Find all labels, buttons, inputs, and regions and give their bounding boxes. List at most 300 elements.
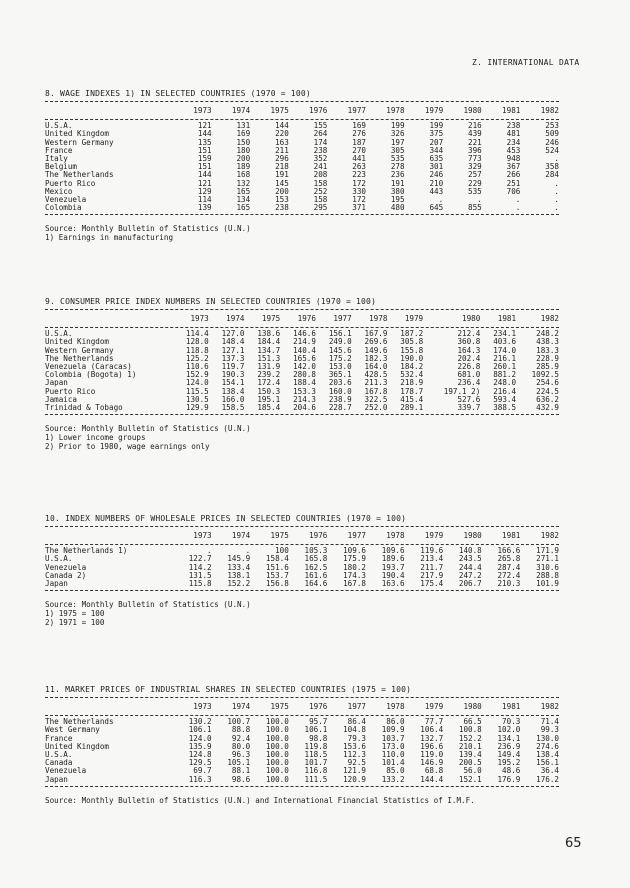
year-header: 1981 (502, 701, 521, 711)
value-cell: 189 (236, 162, 251, 172)
value-cell: 134 (236, 195, 251, 205)
value-cell: 305.8 (400, 337, 424, 347)
value-cell: 167.9 (364, 329, 388, 339)
page-header: Z. INTERNATIONAL DATA (472, 58, 580, 67)
value-cell: 193.7 (381, 562, 405, 572)
value-cell: 164.0 (364, 362, 388, 372)
value-cell: 145 (275, 178, 289, 188)
value-cell: 77.7 (424, 717, 444, 727)
value-cell: 174 (313, 137, 328, 147)
year-header: 1975 (270, 530, 289, 540)
year-header: 1979 (424, 530, 444, 540)
value-cell: 244.4 (458, 562, 482, 572)
value-cell: 371 (352, 203, 366, 213)
value-cell: 115.5 (185, 386, 209, 396)
value-cell: 106.1 (188, 725, 212, 735)
value-cell: 190.0 (400, 353, 424, 363)
value-cell: 681.0 (457, 370, 481, 380)
value-cell: 88.1 (231, 766, 251, 776)
value-cell: 144.4 (420, 774, 444, 784)
value-cell: 246 (429, 170, 444, 180)
value-cell: 175.4 (420, 579, 444, 589)
value-cell: 85.0 (386, 766, 405, 776)
value-cell: 114.2 (188, 562, 212, 572)
value-cell: 236 (390, 170, 405, 180)
value-cell: 527.6 (457, 394, 481, 404)
value-cell: 144 (197, 129, 212, 139)
value-cell: 68.8 (424, 766, 444, 776)
value-cell: 289.1 (400, 403, 424, 413)
value-cell: 453 (506, 145, 521, 155)
value-cell: 428.5 (364, 370, 388, 380)
value-cell: 380 (390, 186, 405, 196)
value-cell: 276 (352, 129, 366, 139)
value-cell: 212.4 (457, 329, 481, 339)
value-cell: 184.2 (400, 362, 424, 372)
value-cell: 129 (197, 186, 212, 196)
value-cell: 165 (236, 203, 251, 213)
value-cell: 106.4 (420, 725, 444, 735)
year-header: 1973 (193, 530, 212, 540)
value-cell: 114.4 (185, 329, 209, 339)
value-cell: 140.4 (293, 345, 316, 355)
divider (45, 327, 559, 328)
year-header: 1976 (297, 313, 316, 323)
value-cell: 509 (545, 129, 559, 139)
value-cell: 365.1 (328, 370, 352, 380)
divider (45, 590, 559, 591)
year-header: 1981 (502, 105, 521, 115)
value-cell: 165 (236, 186, 251, 196)
country-cell: The Netherlands (45, 170, 114, 180)
value-cell: 165.8 (304, 554, 328, 564)
value-cell: 168 (236, 170, 251, 180)
value-cell: 287.4 (497, 562, 521, 572)
source-note: Source: Monthly Bulletin of Statistics (U.N.) (45, 224, 251, 234)
value-cell: 266 (506, 170, 521, 180)
value-cell: 211.7 (420, 562, 444, 572)
value-cell: 202.4 (457, 353, 481, 363)
table-row (45, 404, 559, 412)
value-cell: 176.2 (536, 774, 559, 784)
value-cell: 210.1 (458, 741, 482, 751)
header-row (45, 700, 559, 713)
value-cell: 163.6 (381, 579, 405, 589)
value-cell: 948 (506, 154, 521, 164)
value-cell: 151.3 (257, 353, 281, 363)
year-header: 1978 (386, 105, 405, 115)
value-cell: 195.1 (257, 394, 281, 404)
value-cell: 109.9 (381, 725, 405, 735)
value-cell: . (245, 546, 251, 556)
value-cell: 176.9 (497, 774, 521, 784)
country-cell: Puerto Rico (45, 178, 96, 188)
value-cell: 169 (352, 121, 366, 131)
value-cell: 285.9 (536, 362, 559, 372)
value-cell: 109.6 (343, 546, 366, 556)
value-cell: 265.8 (497, 554, 521, 564)
value-cell: 295 (313, 203, 328, 213)
value-cell: 79.3 (347, 733, 366, 743)
year-header: 1978 (369, 313, 388, 323)
table-notes (45, 796, 559, 805)
value-cell: 110.6 (185, 362, 209, 372)
value-cell: 190.3 (221, 370, 245, 380)
value-cell: 221 (468, 137, 482, 147)
value-cell: 100.0 (265, 741, 289, 751)
value-cell: 105.1 (227, 758, 251, 768)
value-cell: 121 (197, 178, 212, 188)
value-cell: 1092.5 (531, 370, 559, 380)
value-cell: 153.7 (265, 570, 289, 580)
value-cell: 164.6 (304, 579, 328, 589)
value-cell: 180 (236, 145, 251, 155)
value-cell: . (515, 195, 521, 205)
value-cell: 130.5 (185, 394, 209, 404)
value-cell: 593.4 (493, 394, 517, 404)
table-9-consumer-price-index (45, 298, 559, 451)
country-cell: The Netherlands 1) (45, 546, 128, 556)
value-cell: 211 (275, 145, 289, 155)
value-cell: 216.1 (493, 353, 517, 363)
value-cell: 102.0 (497, 725, 521, 735)
value-cell: 172.4 (257, 378, 281, 388)
table-title: 10. INDEX NUMBERS OF WHOLESALE PRICES IN SELECTED COUNTRIES (1970 = 100) (45, 514, 407, 523)
value-cell: 773 (468, 154, 482, 164)
value-cell: 131.9 (257, 362, 281, 372)
value-cell: . (554, 195, 559, 205)
table-row (45, 547, 559, 555)
value-cell: 153.3 (293, 386, 316, 396)
value-cell: 119.8 (304, 741, 328, 751)
value-cell: 195 (390, 195, 405, 205)
value-cell: 128.0 (185, 337, 209, 347)
value-cell: 187.2 (400, 329, 424, 339)
divider (45, 715, 559, 716)
value-cell: 146.6 (293, 329, 316, 339)
country-cell: U.S.A. (45, 554, 73, 564)
year-header: 1977 (347, 701, 366, 711)
value-cell: 183.3 (536, 345, 559, 355)
country-cell: Western Germany (45, 137, 114, 147)
value-cell: 138.1 (227, 570, 251, 580)
value-cell: 532.4 (400, 370, 424, 380)
value-cell: 200 (236, 154, 251, 164)
value-cell: 239.2 (257, 370, 281, 380)
value-cell: 367 (506, 162, 521, 172)
value-cell: 206.7 (458, 579, 482, 589)
value-cell: . (438, 195, 444, 205)
value-cell: 111.5 (304, 774, 328, 784)
value-cell: 247.2 (458, 570, 482, 580)
country-header (45, 529, 173, 542)
value-cell: 119.7 (221, 362, 245, 372)
value-cell: 144 (275, 121, 289, 131)
value-cell: 344 (429, 145, 444, 155)
value-cell: 187 (352, 137, 366, 147)
table-row (45, 580, 559, 588)
value-cell: 200 (275, 186, 289, 196)
table-row (45, 147, 559, 155)
value-cell: 149.6 (364, 345, 388, 355)
value-cell: 185.4 (257, 403, 281, 413)
footnote: 2) Prior to 1980, wage earnings only (45, 442, 210, 452)
value-cell: 301 (429, 162, 444, 172)
value-cell: 214.9 (293, 337, 316, 347)
value-cell: 70.3 (502, 717, 521, 727)
year-header: 1976 (309, 530, 328, 540)
divider (45, 544, 559, 545)
value-cell: 140.8 (458, 546, 482, 556)
table-row (45, 564, 559, 572)
table-8-wage-indexes (45, 90, 559, 242)
value-cell: 150.3 (257, 386, 281, 396)
year-header: 1974 (231, 701, 251, 711)
value-cell: 120.9 (343, 774, 366, 784)
value-cell: 101.4 (381, 758, 405, 768)
value-cell: 125.2 (185, 353, 209, 363)
value-cell: 96.3 (231, 750, 251, 760)
value-cell: 236.4 (457, 378, 481, 388)
value-cell: 228.7 (328, 403, 352, 413)
value-cell: 151.6 (265, 562, 289, 572)
value-cell: 124.0 (188, 733, 212, 743)
year-header: 1974 (226, 313, 245, 323)
year-header: 1975 (261, 313, 281, 323)
country-cell: Trinidad & Tobago (45, 403, 123, 413)
value-cell: 163 (275, 137, 289, 147)
value-cell: 284 (545, 170, 559, 180)
year-header: 1982 (540, 313, 559, 323)
value-cell: 480 (390, 203, 405, 213)
value-cell: 86.4 (347, 717, 366, 727)
value-cell: 98.6 (231, 774, 251, 784)
value-cell: 195.2 (497, 758, 521, 768)
table-row (45, 751, 559, 759)
value-cell: 158.5 (221, 403, 245, 413)
divider (45, 101, 559, 102)
value-cell: 322.5 (364, 394, 388, 404)
source-note: Source: Monthly Bulletin of Statistics (U.N.) (45, 424, 251, 434)
value-cell: 204.6 (293, 403, 316, 413)
year-header: 1978 (386, 530, 405, 540)
value-cell: 105.3 (304, 546, 328, 556)
header-row (45, 529, 559, 542)
country-cell: Venezuela (45, 562, 87, 572)
source-note: Source: Monthly Bulletin of Statistics (U.N.) (45, 600, 251, 610)
value-cell: 415.4 (400, 394, 424, 404)
value-cell: 100.0 (265, 725, 289, 735)
value-cell: 121.9 (343, 766, 366, 776)
value-cell: 138.6 (257, 329, 281, 339)
country-cell: United Kingdom (45, 129, 110, 139)
value-cell: 248.2 (536, 329, 559, 339)
value-cell: 127.1 (221, 345, 245, 355)
year-header: 1982 (540, 701, 559, 711)
country-cell: The Netherlands (45, 353, 114, 363)
value-cell: 241 (313, 162, 328, 172)
year-header: 1977 (333, 313, 352, 323)
value-cell: 174.0 (493, 345, 517, 355)
data-table (45, 312, 559, 412)
year-header: 1980 (463, 701, 482, 711)
value-cell: 118.5 (304, 750, 328, 760)
value-cell: 110.0 (381, 750, 405, 760)
table-row (45, 776, 559, 784)
value-cell: 210.3 (497, 579, 521, 589)
value-cell: 104.8 (343, 725, 366, 735)
value-cell: 158 (313, 195, 328, 205)
value-cell: 196.6 (420, 741, 444, 751)
value-cell: 636.2 (536, 394, 559, 404)
value-cell: 115.8 (188, 579, 212, 589)
country-header (45, 700, 173, 713)
footnote: 1) Lower income groups (45, 433, 146, 443)
value-cell: 439 (468, 129, 482, 139)
value-cell: 190.4 (381, 570, 405, 580)
value-cell: 182.3 (364, 353, 388, 363)
value-cell: 210 (429, 178, 444, 188)
value-cell: 524 (545, 145, 559, 155)
value-cell: 167.8 (364, 386, 388, 396)
year-header: 1976 (309, 701, 328, 711)
value-cell: 109.6 (381, 546, 405, 556)
value-cell: 153.6 (343, 741, 366, 751)
country-cell: United Kingdom (45, 741, 110, 751)
value-cell: 360.8 (457, 337, 481, 347)
country-cell: Western Germany (45, 345, 114, 355)
value-cell: 152.2 (227, 579, 251, 589)
year-header: 1979 (424, 701, 444, 711)
value-cell: 101.7 (304, 758, 328, 768)
value-cell: 131 (236, 121, 251, 131)
value-cell: 172 (352, 195, 366, 205)
value-cell: 396 (468, 145, 482, 155)
divider (45, 697, 559, 698)
value-cell: 166.0 (221, 394, 245, 404)
value-cell: 172 (352, 178, 366, 188)
value-cell: 278 (390, 162, 405, 172)
value-cell: 305 (390, 145, 405, 155)
country-cell: U.S.A. (45, 329, 73, 339)
value-cell: 66.5 (463, 717, 482, 727)
value-cell: 263 (352, 162, 366, 172)
table-row (45, 163, 559, 171)
country-cell: Colombia (45, 203, 82, 213)
year-header: 1978 (386, 701, 405, 711)
table-notes (45, 224, 559, 242)
year-header: 1982 (540, 530, 559, 540)
value-cell: 152.1 (458, 774, 482, 784)
table-row (45, 188, 559, 196)
value-cell: 154.1 (221, 378, 245, 388)
value-cell: 188.4 (293, 378, 316, 388)
divider (45, 119, 559, 120)
value-cell: 249.0 (328, 337, 352, 347)
value-cell: 114 (197, 195, 212, 205)
value-cell: 330 (352, 186, 366, 196)
country-cell: Canada (45, 758, 73, 768)
value-cell: 403.6 (493, 337, 517, 347)
value-cell: 145.9 (227, 554, 251, 564)
value-cell: 706 (506, 186, 521, 196)
value-cell: 270 (352, 145, 366, 155)
value-cell: 138.4 (536, 750, 559, 760)
value-cell: 238 (506, 121, 521, 131)
value-cell: 481 (506, 129, 521, 139)
table-title: 11. MARKET PRICES OF INDUSTRIAL SHARES IN SELECTED COUNTRIES (1975 = 100) (45, 685, 412, 694)
year-header: 1973 (193, 105, 212, 115)
value-cell: 134.1 (497, 733, 521, 743)
value-cell: . (554, 154, 559, 164)
value-cell: 191 (390, 178, 405, 188)
value-cell: 165.6 (293, 353, 316, 363)
value-cell: 153.0 (328, 362, 352, 372)
value-cell: 238 (313, 145, 328, 155)
country-cell: Venezuela (45, 195, 87, 205)
value-cell: 174.3 (343, 570, 366, 580)
value-cell: 100.0 (265, 766, 289, 776)
year-header: 1980 (462, 313, 481, 323)
value-cell: 167.8 (343, 579, 366, 589)
value-cell: 216.4 (493, 386, 517, 396)
year-header: 1977 (347, 105, 366, 115)
value-cell: 224.5 (536, 386, 559, 396)
value-cell: 149.4 (497, 750, 521, 760)
country-cell: Colombia (Bogota) 1) (45, 370, 137, 380)
value-cell: 100.0 (265, 717, 289, 727)
year-header: 1979 (404, 313, 424, 323)
table-title: 9. CONSUMER PRICE INDEX NUMBERS IN SELECTED COUNTRIES (1970 = 100) (45, 297, 377, 306)
data-table (45, 104, 559, 212)
value-cell: 175.2 (328, 353, 352, 363)
value-cell: . (207, 546, 212, 556)
table-row (45, 180, 559, 188)
value-cell: 218 (275, 162, 289, 172)
table-row (45, 204, 559, 212)
value-cell: 144 (197, 170, 212, 180)
value-cell: 135 (197, 137, 212, 147)
value-cell: 243.5 (458, 554, 482, 564)
value-cell: 146.9 (420, 758, 444, 768)
value-cell: 100 (275, 546, 289, 556)
year-header: 1975 (270, 701, 289, 711)
value-cell: 220 (275, 129, 289, 139)
value-cell: 100.0 (265, 750, 289, 760)
value-cell: 213.4 (420, 554, 444, 564)
year-header: 1974 (231, 105, 251, 115)
divider (45, 786, 559, 787)
year-header: 1982 (540, 105, 559, 115)
value-cell: 257 (468, 170, 482, 180)
table-10-wholesale-prices (45, 515, 559, 627)
footnote: 1) 1975 = 100 (45, 609, 105, 619)
value-cell: 159 (197, 154, 212, 164)
value-cell: 86.0 (386, 717, 405, 727)
value-cell: 124.8 (188, 750, 212, 760)
value-cell: 881.2 (493, 370, 517, 380)
country-cell: U.S.A. (45, 750, 73, 760)
header-row (45, 104, 559, 117)
data-table (45, 529, 559, 588)
value-cell: 218.9 (400, 378, 424, 388)
year-header: 1981 (497, 313, 517, 323)
country-cell: Jamaica (45, 394, 78, 404)
value-cell: 223 (352, 170, 366, 180)
value-cell: 56.0 (463, 766, 482, 776)
value-cell: 153 (275, 195, 289, 205)
value-cell: 264 (313, 129, 328, 139)
